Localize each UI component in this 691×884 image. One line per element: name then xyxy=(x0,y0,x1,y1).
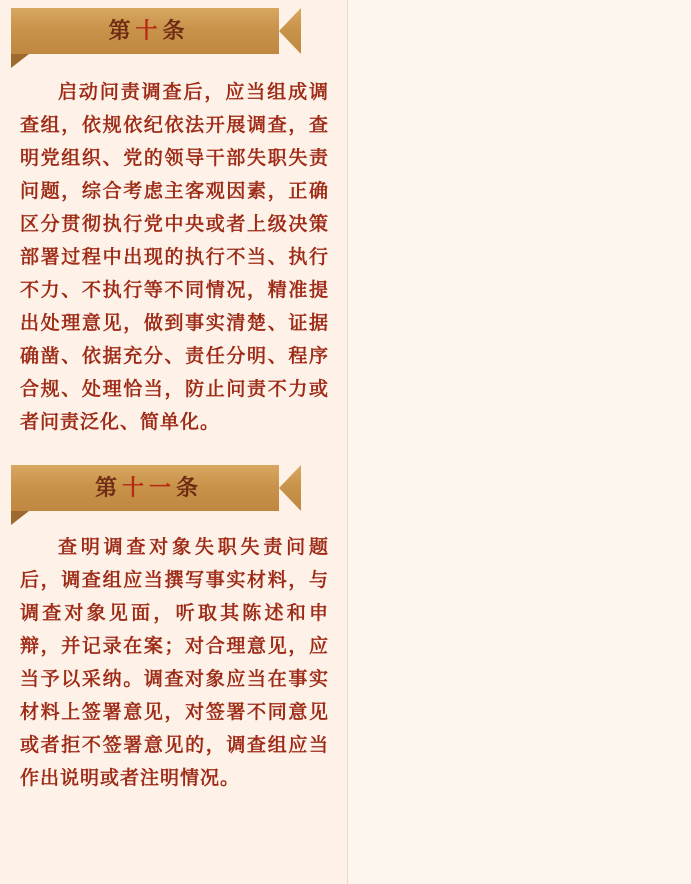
banner-number: 十一 xyxy=(121,475,176,500)
banner-title-article-11 xyxy=(11,465,287,511)
section-banner-article-10 xyxy=(11,8,314,54)
section-body-article-11: 查明调查对象失职失责问题后，调查组应当撰写事实材料，与调查对象见面，听取其陈述和申辩，并记录在案；对合理意见，应当予以采纳。调查对象应当在事实材料上签署意见，对签署不同意见或者拒不签署意见的，调查组应当作出说明或者注明情况。 xyxy=(20,537,329,789)
section-banner-article-11 xyxy=(11,465,314,511)
banner-suffix: 条 xyxy=(176,475,204,500)
banner-prefix: 第 xyxy=(94,475,122,500)
section-body-article-10: 启动问责调查后，应当组成调查组，依规依纪依法开展调查，查明党组织、党的领导干部失职失责问题，综合考虑主客观因素，正确区分贯彻执行党中央或者上级决策部署过程中出现的执行不当、执行不力、不执行等不同情况，精准提出处理意见，做到事实清楚、证据确凿、依据充分、责任分明、程序合规、处理恰当，防止问责不力或者问责泛化、简单化。 xyxy=(20,82,329,433)
ribbon-tail xyxy=(11,511,29,525)
right-empty-column xyxy=(347,0,691,884)
banner-number: 十 xyxy=(135,18,163,43)
banner-prefix: 第 xyxy=(108,18,136,43)
banner-suffix: 条 xyxy=(162,18,190,43)
banner-title-article-10 xyxy=(11,8,287,54)
ribbon-tail xyxy=(11,54,29,68)
